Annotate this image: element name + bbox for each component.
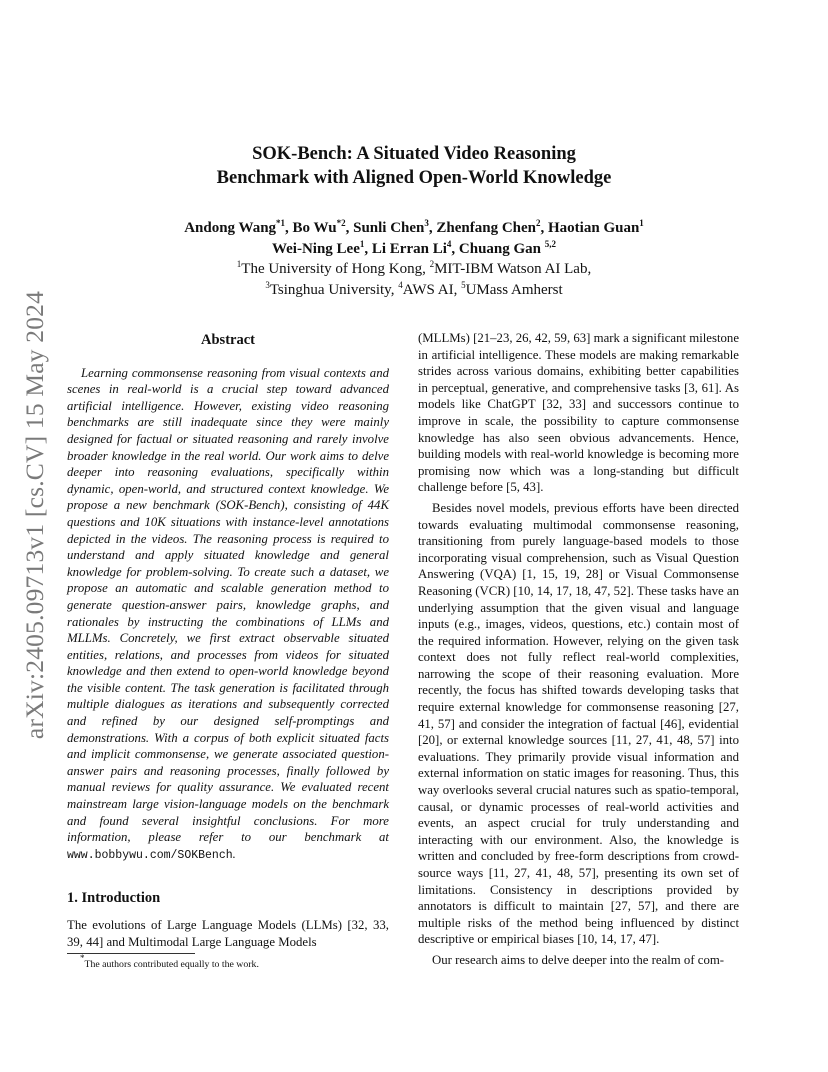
title-line-1: SOK-Bench: A Situated Video Reasoning: [252, 144, 576, 164]
section-heading-introduction: 1. Introduction: [67, 890, 161, 907]
author-name: Andong Wang: [184, 220, 277, 236]
author-name: Haotian Guan: [548, 220, 640, 236]
footnote-mark: *: [80, 953, 85, 964]
author-name: Li Erran Li: [371, 240, 447, 257]
affiliation-mark: 2: [429, 259, 435, 269]
affiliation-text: AWS AI,: [402, 281, 462, 298]
abstract-body: Learning commonsense reasoning from visual contexts and scenes in real-world is a crucial step toward advanced artificial intelligence. However, existing video reasoning benchmarks are still inadequate since they were mainly designed for factual or situated reasoning and rarely involve broader knowledge in the real world. Our work aims to delve deeper into reasoning evaluations, specifically within dynamic, open-world, and structured context knowledge. We propose a new benchmark (SOK-Bench), consisting of 44K questions and 10K situations with instance-level annotations depicted in the videos. The reasoning process is required to understand and apply situated knowledge and general knowledge for problem-solving. To create such a dataset, we propose an automatic and scalable generation method to generate question-answer pairs, knowledge graphs, and rationales by instructing the combinations of LLMs and MLLMs. Concretely, we first extract observable situated entities, relations, and processes from videos for situated knowledge and then extend to open-world knowledge beyond the visible content. The task generation is facilitated through multiple dialogues as iterations and subsequently corrected and refined by our designed self-promptings and demonstrations. With a corpus of both explicit situated facts and implicit commonsense, we generate associated question-answer pairs and reasoning processes, finally followed by manual reviews for quality assurance. We evaluated recent mainstream large vision-language models on the benchmark and found several insightful conclusions. For more information, please refer to our benchmark at: [67, 365, 389, 845]
paper-title: [0, 142, 828, 190]
author-mark: 3: [424, 218, 429, 228]
right-column: [418, 330, 739, 969]
intro-paragraph-2: Besides novel models, previous efforts have been directed towards evaluating multimodal commonsense reasoning, transitioning from purely language-based models to those incorporating visual comprehension, such as Visual Question Answering (VQA) [1, 15, 19, 28] or Visual Commonsense Reasoning (VCR) [10, 14, 17, 18, 47, 52]. These tasks have an underlying assumption that the given visual and language inputs (e.g., images, videos, questions, etc.) contain most of the required information. However, relying on the given task context does not fully reflect real-world complexities, narrowing the scope of their reasoning evaluation. More recently, the focus has shifted towards developing tasks that require external knowledge for commonsense reasoning [27, 41, 57] and consider the integration of factual [46], evidential [20], or external knowledge sources [11, 27, 41, 48, 57] into evaluations. They primarily provide visual information and external information on static images for reasoning. Thus, this way overlooks several crucial natures such as spatio-temporal, causal, or dynamic processes of real-world activities and events, an aspect crucial for truly understanding and interacting with our environment. Also, the knowledge is written and concluded by free-form descriptions from crowd-source ways [11, 27, 41, 48, 57], presenting its own set of limitations. Consistency in descriptions provided by annotators is difficult to maintain [27, 57], and there are multiple risks of the method being influenced by distinct descriptive or empirical biases [10, 14, 17, 47].: [418, 500, 739, 947]
abstract-end: .: [232, 846, 236, 861]
affiliation-text: MIT-IBM Watson AI Lab,: [434, 261, 592, 277]
author-mark: 1: [639, 218, 644, 228]
affiliation-text: The University of Hong Kong,: [241, 261, 430, 277]
title-line-2: Benchmark with Aligned Open-World Knowledge: [216, 168, 612, 188]
author-mark: 1: [359, 238, 365, 249]
intro-paragraph-3: Our research aims to delve deeper into the realm of com-: [432, 952, 725, 967]
author-line-1: Andong Wang$^{*1}$, Bo Wu$^{*2}$, Sunli Chen$^3$, Zhenfang Chen$^2$, Haotian Guan$^1$: [184, 218, 644, 236]
affiliation-text: UMass Amherst: [465, 281, 563, 298]
footnote: [67, 953, 389, 971]
affiliation-mark: 4: [398, 279, 403, 290]
affiliation-text: Tsinghua University,: [269, 281, 399, 298]
author-block: [0, 218, 828, 300]
arxiv-identifier-text: arXiv:2405.09713v1 [cs.CV] 15 May 2024: [20, 290, 49, 740]
footnote-divider: [67, 953, 195, 954]
affiliation-mark: 1: [236, 259, 242, 269]
affiliation-mark: 5: [461, 279, 466, 290]
author-name: Wei-Ning Lee: [271, 240, 360, 257]
abstract-text: [67, 365, 389, 865]
intro-paragraph-1-cont: (MLLMs) [21–23, 26, 42, 59, 63] mark a significant milestone in artificial intelligence. These models are making remarkable strides across various domains, exhibiting better capabilities in perceptual, generative, and comprehensive tasks [3, 61]. As models like ChatGPT [32, 33] and successors continue to improve in scale, the possibility to capture commonsense knowledge has also seen obvious advancements. Hence, building models with real-world knowledge is becoming more promising now which was a long-standing but difficult challenge before [5, 43].: [418, 331, 739, 495]
author-mark: *1: [276, 218, 286, 228]
author-mark: 4: [446, 238, 452, 249]
author-mark: 2: [536, 218, 541, 228]
author-name: Zhenfang Chen: [436, 220, 537, 236]
author-name: Bo Wu: [292, 220, 337, 236]
author-mark: 5,2: [544, 238, 557, 249]
affiliation-line-2: [0, 280, 828, 301]
intro-paragraph-1-start: The evolutions of Large Language Models (LLMs) [32, 33, 39, 44] and Multimodal Large Language Models: [67, 918, 389, 949]
affiliation-line-1: [0, 259, 828, 280]
left-column: [67, 330, 389, 971]
author-line-2: Wei-Ning Lee$^1$, Li Erran Li$^4$, Chuang Gan $^{5,2}$: [271, 238, 557, 257]
arxiv-identifier: [10, 275, 60, 755]
author-name: Sunli Chen: [353, 220, 425, 236]
benchmark-url[interactable]: www.bobbywu.com/SOKBench: [67, 848, 233, 862]
footnote-text: The authors contributed equally to the work.: [84, 959, 259, 971]
author-name: Chuang Gan: [458, 240, 542, 257]
abstract-heading: Abstract: [201, 332, 255, 348]
author-mark: *2: [336, 218, 346, 228]
affiliation-mark: 3: [265, 279, 270, 290]
